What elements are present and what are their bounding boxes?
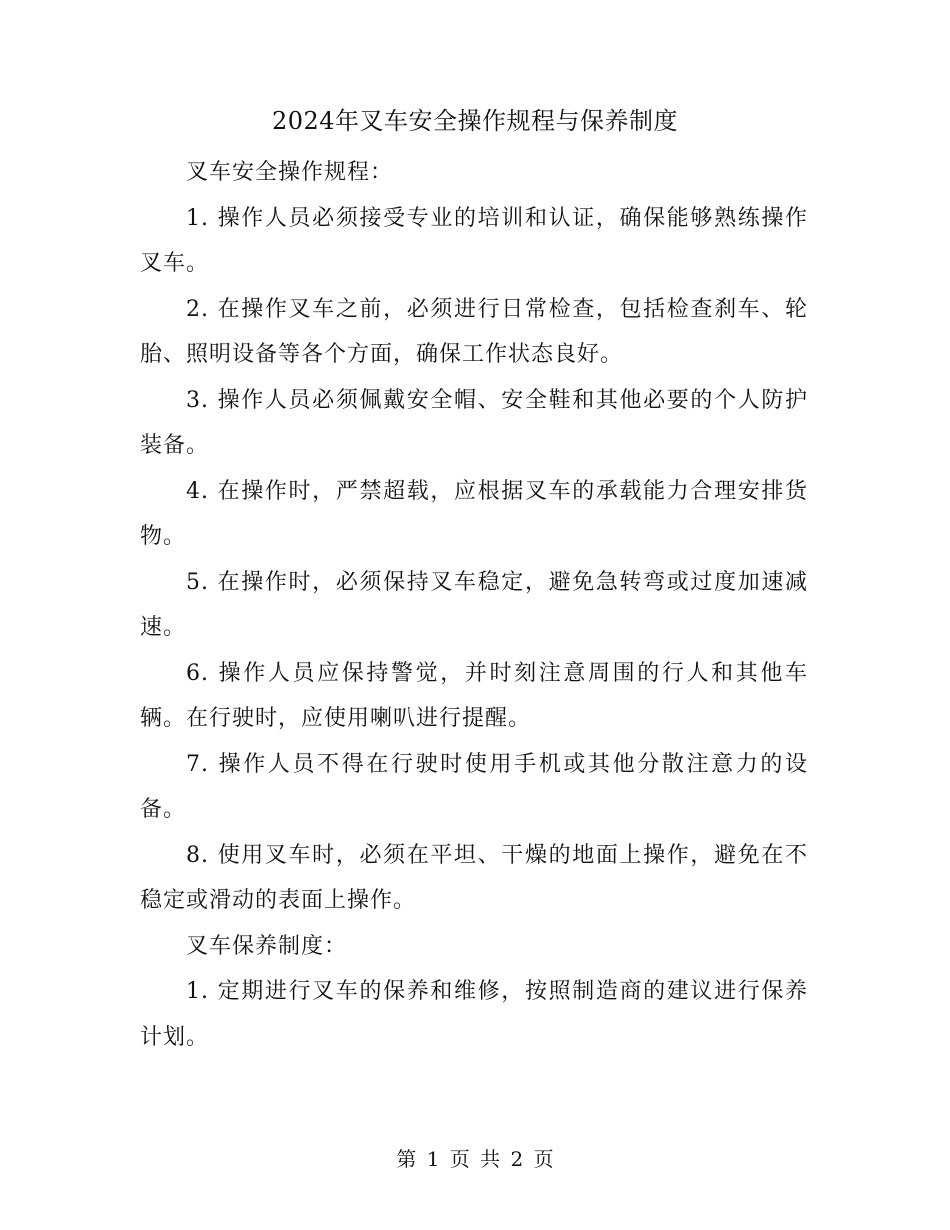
operation-rule-5: 5. 在操作时，必须保持叉车稳定，避免急转弯或过度加速减速。 (140, 569, 808, 640)
section-heading-maintenance: 叉车保养制度： (186, 933, 348, 959)
operation-rule-8: 8. 使用叉车时，必须在平坦、干燥的地面上操作，避免在不稳定或滑动的表面上操作。 (140, 842, 808, 913)
page-footer: 第 1 页 共 2 页 (396, 1147, 554, 1171)
operation-rule-4: 4. 在操作时，严禁超载，应根据叉车的承载能力合理安排货物。 (140, 478, 808, 549)
operation-rule-7: 7. 操作人员不得在行驶时使用手机或其他分散注意力的设备。 (140, 751, 808, 822)
section-heading-operation: 叉车安全操作规程： (186, 160, 394, 185)
operation-rule-3: 3. 操作人员必须佩戴安全帽、安全鞋和其他必要的个人防护装备。 (140, 387, 808, 458)
document-body (140, 150, 808, 1060)
operation-rule-1: 1. 操作人员必须接受专业的培训和认证，确保能够熟练操作叉车。 (140, 205, 808, 276)
document-title: 2024年叉车安全操作规程与保养制度 (271, 107, 679, 135)
maintenance-rule-1: 1. 定期进行叉车的保养和维修，按照制造商的建议进行保养计划。 (140, 979, 808, 1050)
operation-rule-2: 2. 在操作叉车之前，必须进行日常检查，包括检查刹车、轮胎、照明设备等各个方面，确保工作状态良好。 (140, 296, 808, 367)
operation-rule-6: 6. 操作人员应保持警觉，并时刻注意周围的行人和其他车辆。在行驶时，应使用喇叭进行提醒。 (140, 660, 808, 731)
